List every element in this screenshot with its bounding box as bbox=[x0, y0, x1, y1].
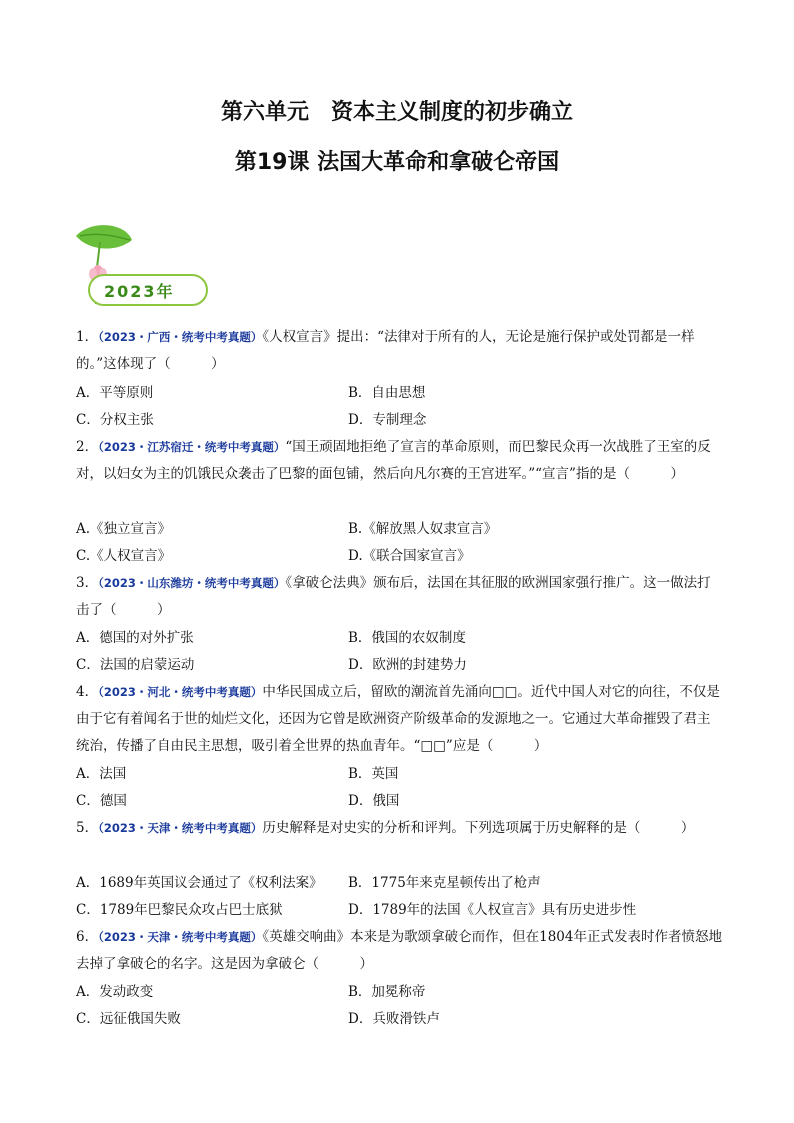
option-d: D．欧洲的封建势力 bbox=[348, 657, 467, 673]
question-source: （2023・广西・统考中考真题） bbox=[98, 330, 263, 344]
option-d: D.《联合国家宣言》 bbox=[348, 548, 471, 564]
option-d: D．俄国 bbox=[348, 793, 400, 809]
question-number: 2． bbox=[76, 439, 99, 455]
question-number: 5． bbox=[76, 820, 99, 836]
option-c: C.《人权宣言》 bbox=[76, 548, 172, 564]
question-source: （2023・天津・统考中考真题） bbox=[98, 930, 263, 944]
option-d: D．兵败滑铁卢 bbox=[348, 1011, 440, 1027]
option-b: B．加冕称帝 bbox=[348, 984, 426, 1000]
question-source: （2023・河北・统考中考真题） bbox=[98, 685, 263, 699]
question-source: （2023・江苏宿迁・统考中考真题） bbox=[98, 440, 286, 454]
question-stem: 《人权宣言》提出：“法律对于所有的人，无论是施行保护或处罚都是一样的。”这体现了（ ） bbox=[76, 329, 695, 372]
question-6 bbox=[76, 924, 722, 978]
question-4 bbox=[76, 679, 722, 760]
option-c: C．法国的启蒙运动 bbox=[76, 657, 195, 673]
option-d: D．1789年的法国《人权宣言》具有历史进步性 bbox=[348, 902, 637, 918]
option-b: B．英国 bbox=[348, 766, 399, 782]
year-badge bbox=[70, 222, 215, 307]
option-c: C．远征俄国失败 bbox=[76, 1011, 181, 1027]
option-b: B．自由思想 bbox=[348, 385, 426, 401]
question-number: 3． bbox=[76, 575, 99, 591]
option-c: C．分权主张 bbox=[76, 412, 154, 428]
question-1 bbox=[76, 324, 722, 378]
option-a: A．德国的对外扩张 bbox=[76, 630, 194, 646]
option-a: A.《独立宣言》 bbox=[76, 521, 172, 537]
question-number: 4． bbox=[76, 684, 99, 700]
lesson-title: 第19课 法国大革命和拿破仑帝国 bbox=[234, 150, 560, 175]
question-source: （2023・天津・统考中考真题） bbox=[98, 821, 263, 835]
option-b: B．俄国的农奴制度 bbox=[348, 630, 466, 646]
question-3 bbox=[76, 570, 722, 624]
option-c: C．德国 bbox=[76, 793, 127, 809]
option-a: A．平等原则 bbox=[76, 385, 154, 401]
question-2 bbox=[76, 434, 722, 488]
question-stem: 历史解释是对史实的分析和评判。下列选项属于历史解释的是（ ） bbox=[262, 820, 695, 836]
option-c: C．1789年巴黎民众攻占巴士底狱 bbox=[76, 902, 283, 918]
year-badge-label: 2023年 bbox=[104, 282, 175, 301]
option-b: B．1775年来克星顿传出了枪声 bbox=[348, 875, 541, 891]
question-number: 1． bbox=[76, 329, 99, 345]
option-a: A．发动政变 bbox=[76, 984, 154, 1000]
question-stem: 《英雄交响曲》本来是为歌颂拿破仑而作，但在1804年正式发表时作者愤怒地去掉了拿破仑的名字。这是因为拿破仑（ ） bbox=[76, 929, 722, 972]
option-a: A．1689年英国议会通过了《权利法案》 bbox=[76, 875, 323, 891]
question-source: （2023・山东潍坊・统考中考真题） bbox=[98, 576, 286, 590]
option-b: B.《解放黑人奴隶宣言》 bbox=[348, 521, 498, 537]
question-stem: 中华民国成立后，留欧的潮流首先涌向□□。近代中国人对它的向往，不仅是由于它有着闻名于世的灿烂文化，还因为它曾是欧洲资产阶级革命的发源地之一。它通过大革命摧毁了君主统治，传播了自由民主思想，吸引着全世界的热血青年。“□□”应是（ ） bbox=[76, 684, 720, 754]
question-number: 6． bbox=[76, 929, 99, 945]
option-d: D．专制理念 bbox=[348, 412, 427, 428]
unit-title: 第六单元 资本主义制度的初步确立 bbox=[220, 100, 573, 125]
option-a: A．法国 bbox=[76, 766, 127, 782]
question-5 bbox=[76, 815, 722, 842]
question-stem: 《拿破仑法典》颁布后，法国在其征服的欧洲国家强行推广。这一做法打击了（ ） bbox=[76, 575, 711, 618]
question-stem: “国王顽固地拒绝了宣言的革命原则，而巴黎民众再一次战胜了王室的反对，以妇女为主的饥饿民众袭击了巴黎的面包铺，然后向凡尔赛的王宫进军。”“宣言”指的是（ ） bbox=[76, 439, 711, 482]
